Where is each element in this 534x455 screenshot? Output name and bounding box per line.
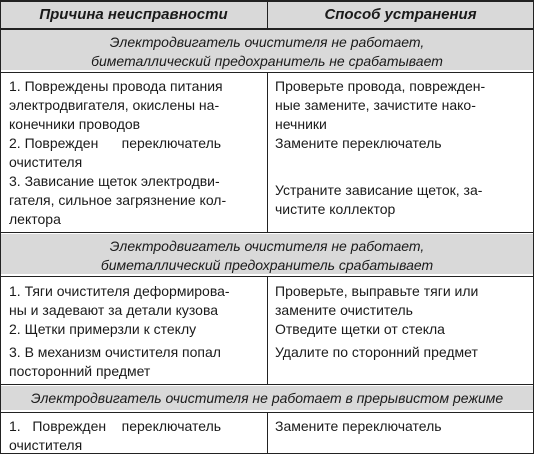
table-border-left (0, 0, 1, 454)
remedy-line: Проверьте провода, поврежден- (275, 78, 486, 94)
column-divider (267, 276, 268, 384)
cause-line: 1. Повреждены провода питания (9, 78, 223, 94)
section-title-line: биметаллический предохранитель срабатывает (100, 257, 434, 273)
remedy-line: Удалите по сторонний предмет (275, 344, 478, 360)
cause-line: гателя, сильное загрязнение кол- (9, 192, 227, 208)
column-divider (267, 412, 268, 454)
remedy-cell (275, 343, 527, 362)
cause-line: 3. В механизм очистителя попал (9, 344, 221, 360)
remedy-cell (275, 134, 527, 153)
header-cause: Причина неисправности (0, 0, 267, 28)
remedy-line: чистите коллектор (275, 201, 396, 217)
row-divider (0, 232, 534, 233)
column-divider (267, 72, 268, 232)
remedy-cell (275, 77, 527, 134)
cause-cell (9, 417, 261, 455)
cause-line: посторонний предмет (9, 363, 151, 379)
cause-line: ны и задевают за детали кузова (9, 302, 219, 318)
cause-line: очистителя (9, 154, 83, 170)
cause-line: 1. Поврежден переключатель (9, 418, 222, 434)
cause-line: 3. Зависание щеток электродви- (9, 173, 220, 189)
cause-line: конечники проводов (9, 116, 141, 132)
remedy-line: замените очиститель (275, 302, 413, 318)
remedy-cell (275, 282, 527, 320)
section-title-line: Электродвигатель очистителя не работает в прерывистом режиме (30, 390, 504, 406)
remedy-line: ные замените, зачистите нако- (275, 97, 476, 113)
section-title-line: биметаллический предохранитель не срабатывает (91, 53, 443, 69)
section-title-line: Электродвигатель очистителя не работает, (109, 238, 425, 254)
cause-line: электродвигателя, окислены на- (9, 97, 220, 113)
cause-line: 2. Щетки примерзли к стеклу (9, 321, 197, 337)
section-title (0, 30, 534, 70)
remedy-line: Проверьте, выправьте тяги или (275, 283, 479, 299)
cause-cell (9, 134, 261, 172)
cause-line: очистителя (9, 437, 83, 453)
remedy-line: Устраните зависание щеток, за- (275, 182, 483, 198)
remedy-line: Замените переключатель (275, 418, 442, 434)
section-title (0, 234, 534, 274)
section-title-line: Электродвигатель очистителя не работает, (109, 34, 425, 50)
remedy-line: Замените переключатель (275, 135, 442, 151)
cause-line: лектора (9, 211, 61, 227)
remedy-cell (275, 181, 527, 219)
cause-line: 2. Поврежден переключатель (9, 135, 222, 151)
cause-line: 1. Тяги очистителя деформирова- (9, 283, 230, 299)
section-title (0, 386, 534, 410)
cause-cell (9, 282, 261, 320)
remedy-cell (275, 417, 527, 436)
cause-cell (9, 172, 261, 229)
remedy-cell (275, 320, 527, 339)
remedy-line: Отведите щетки от стекла (275, 321, 445, 337)
column-divider (267, 0, 268, 29)
cause-cell (9, 77, 261, 134)
remedy-line: нечники (275, 116, 327, 132)
cause-cell (9, 320, 261, 339)
row-divider (0, 384, 534, 385)
cause-cell (9, 343, 261, 381)
header-remedy: Способ устранения (267, 0, 534, 28)
